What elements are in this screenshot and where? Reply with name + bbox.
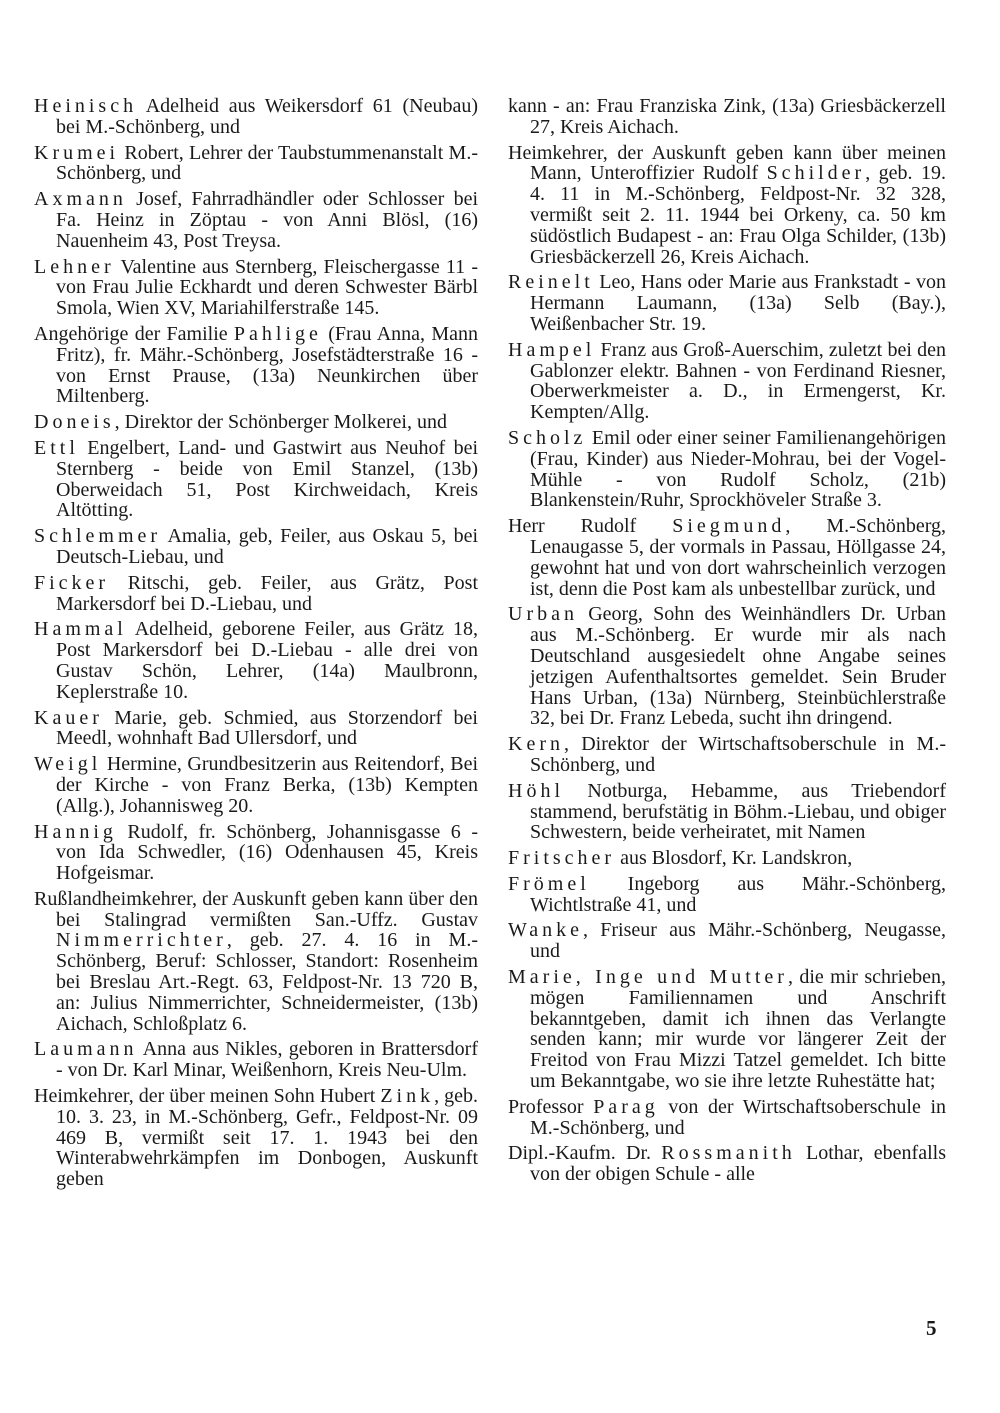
listing-entry: Hampel Franz aus Groß-Auerschim, zuletzt bei den Gablonzer elektr. Bahnen - von Ferdinand Riesner, Oberwerkmeister a. D., in Ermengerst, Kr. Kempten/Allg. (508, 338, 946, 424)
surname: Zink (380, 1085, 435, 1108)
surname: Marie, Inge und Mutter (508, 966, 788, 989)
listing-entry: Hammal Adelheid, geborene Feiler, aus Grätz 18, Post Markersdorf bei D.-Liebau - alle drei von Gustav Schön, Lehrer, (14a) Maulbronn, Keplerstraße 10. (34, 618, 478, 703)
listing-entry: Herr Rudolf Siegmund, M.-Schönberg, Lenaugasse 5, der vormals in Passau, Höllgasse 24, gewohnt hat und von dort wahrscheinlich verzogen ist, denn die Post kam als unbestellbar zurück, und (508, 515, 946, 600)
surname: Höhl (508, 779, 564, 802)
surname: Pahlige (233, 322, 322, 345)
listing-entry: Laumann Anna aus Nikles, geboren in Brattersdorf - von Dr. Karl Minar, Weißenhorn, Kreis Neu-Ulm. (34, 1038, 478, 1082)
listing-entry: Professor Parag von der Wirtschaftsoberschule in M.-Schönberg, und (508, 1095, 947, 1139)
surname: Wanke (508, 919, 584, 942)
listing-entry: Ettl Engelbert, Land- und Gastwirt aus Neuhof bei Sternberg - beide von Emil Stanzel, (13b) Oberweidach 51, Post Kirchweidach, Kreis Altötting. (34, 436, 478, 522)
listing-entry: Höhl Notburga, Hebamme, aus Triebendorf stammend, berufstätig in Böhm.-Liebau, und obiger Schwestern, beide verheiratet, mit Namen (508, 779, 946, 844)
surname: Fritscher (508, 847, 616, 870)
surname: Krumei (34, 141, 120, 164)
right-column (508, 96, 946, 1190)
surname: Hammal (34, 618, 127, 641)
surname: Lehner (34, 255, 115, 278)
surname: Laumann (34, 1038, 138, 1061)
listing-entry: Wanke, Friseur aus Mähr.-Schönberg, Neugasse, und (508, 919, 946, 963)
listing-entry: Krumei Robert, Lehrer der Taubstummenanstalt M.-Schönberg, und (34, 141, 478, 185)
surname: Kauer (34, 706, 103, 729)
left-column (34, 96, 478, 1195)
listing-entry: Dipl.-Kaufm. Dr. Rossmanith Lothar, ebenfalls von der obigen Schule - alle (508, 1142, 946, 1186)
surname: Weigl (34, 753, 102, 776)
surname: Frömel (508, 872, 590, 895)
surname: Hampel (508, 338, 596, 361)
listing-entry: Marie, Inge und Mutter, die mir schrieben, mögen Familiennamen und Anschrift bekanntgeben, damit ich ihnen das Verlangte senden kann; mir wurde vor längerer Zeit der Freitod von Frau Mizzi Tatzel gemeldet. Ich bitte um Bekanntgabe, wo sie ihre letzte Ruhestätte hat; (508, 966, 946, 1093)
surname: Parag (593, 1095, 659, 1118)
listing-entry: Hannig Rudolf, fr. Schönberg, Johannisgasse 6 - von Ida Schwedler, (16) Odenhausen 45, Kreis Hofgeismar. (34, 820, 478, 885)
listing-entry: Heimkehrer, der Auskunft geben kann über meinen Mann, Unteroffizier Rudolf Schilder, geb. 19. 4. 11 in M.-Schönberg, Feldpost-Nr. 32 328, vermißt seit 2. 11. 1944 bei Orkeny, ca. 50 km südöstlich Budapest - an: Frau Olga Schilder, (13b) Griesbäckerzell 26, Kreis Aichach. (508, 141, 946, 268)
listing-entry: Angehörige der Familie Pahlige (Frau Anna, Mann Fritz), fr. Mähr.-Schönberg, Josefstädterstraße 16 - von Ernst Prause, (13a) Neunkirchen über Miltenberg. (34, 322, 478, 408)
listing-entry: Schlemmer Amalia, geb, Feiler, aus Oskau 5, bei Deutsch-Liebau, und (34, 525, 478, 568)
surname: Urban (508, 603, 578, 626)
listing-entry: Rußlandheimkehrer, der Auskunft geben kann über den bei Stalingrad vermißten San.-Uffz. Gustav Nimmerrichter, geb. 27. 4. 16 in M.-Schönberg, Beruf: Schlosser, Standort: Rosenheim bei Breslau Art.-Regt. 63, Feldpost-Nr. 13 720 B, an: Julius Nimmerrichter, Schneidermeister, (13b) Aichach, Schloßplatz 6. (34, 887, 478, 1035)
listing-entry: Weigl Hermine, Grundbesitzerin aus Reitendorf, Bei der Kirche - von Franz Berka, (13b) Kempten (Allg.), Johannisweg 20. (34, 753, 478, 817)
surname: Heinisch (34, 95, 138, 117)
listing-entry: Kauer Marie, geb. Schmied, aus Storzendorf bei Meedl, wohnhaft Bad Ullersdorf, und (34, 706, 478, 750)
listing-entry: Scholz Emil oder einer seiner Familienangehörigen (Frau, Kinder) aus Nieder-Mohrau, bei der Vogel-Mühle - von Rudolf Scholz, (21b) Blankenstein/Ruhr, Sprockhöveler Straße 3. (508, 426, 946, 512)
page-number: 5 (926, 1316, 937, 1340)
listing-entry: Urban Georg, Sohn des Weinhändlers Dr. Urban aus M.-Schönberg. Er wurde mir als nach Deutschland ausgesiedelt ohne Angabe seines jetzigen Aufenthaltsortes gemeldet. Sein Bruder Hans Urban, (13a) Nürnberg, Steinbüchlerstraße 32, bei Dr. Franz Lebeda, sucht ihn dringend. (508, 603, 946, 730)
surname: Siegmund (672, 515, 786, 538)
surname: Axmann (34, 188, 127, 211)
surname: Rossmanith (661, 1142, 796, 1165)
listing-entry: Ficker Ritschi, geb. Feiler, aus Grätz, Post Markersdorf bei D.-Liebau, und (34, 571, 478, 615)
listing-entry: Doneis, Direktor der Schönberger Molkerei, und (34, 411, 447, 434)
surname: Schlemmer (34, 525, 162, 548)
surname: Reinelt (508, 271, 594, 294)
listing-entry: Frömel Ingeborg aus Mähr.-Schönberg, Wichtlstraße 41, und (508, 872, 946, 916)
surname: Schilder (766, 162, 866, 185)
surname: Kern (508, 733, 564, 756)
surname: Doneis (34, 411, 115, 434)
surname: Ettl (34, 436, 79, 459)
listing-entry: kann - an: Frau Franziska Zink, (13a) Griesbäckerzell 27, Kreis Aichach. (508, 95, 946, 138)
listing-entry: Reinelt Leo, Hans oder Marie aus Frankstadt - von Hermann Laumann, (13a) Selb (Bay.), Weißenbacher Str. 19. (508, 271, 946, 335)
surname: Nimmerrichter (56, 929, 227, 952)
surname: Scholz (508, 426, 587, 449)
listing-entry: Fritscher aus Blosdorf, Kr. Landskron, (508, 847, 853, 870)
surname: Hannig (34, 820, 117, 843)
listing-entry: Heinisch Adelheid aus Weikersdorf 61 (Neubau) bei M.-Schönberg, und (34, 95, 478, 138)
surname: Ficker (34, 571, 110, 594)
listing-entry: Lehner Valentine aus Sternberg, Fleischergasse 11 - von Frau Julie Eckhardt und deren Schwester Bärbl Smola, Wien XV, Mariahilferstraße 145. (34, 255, 478, 320)
listing-entry: Heimkehrer, der über meinen Sohn Hubert Zink, geb. 10. 3. 23, in M.-Schönberg, Gefr., Feldpost-Nr. 09 469 B, vermißt seit 17. 1. 1943 bei den Winterabwehrkämpfen im Donbogen, Auskunft geben (34, 1085, 478, 1191)
listing-entry: Axmann Josef, Fahrradhändler oder Schlosser bei Fa. Heinz in Zöptau - von Anni Blösl, (16) Nauenheim 43, Post Treysa. (34, 188, 478, 252)
listing-entry: Kern, Direktor der Wirtschaftsoberschule in M.-Schönberg, und (508, 733, 946, 776)
